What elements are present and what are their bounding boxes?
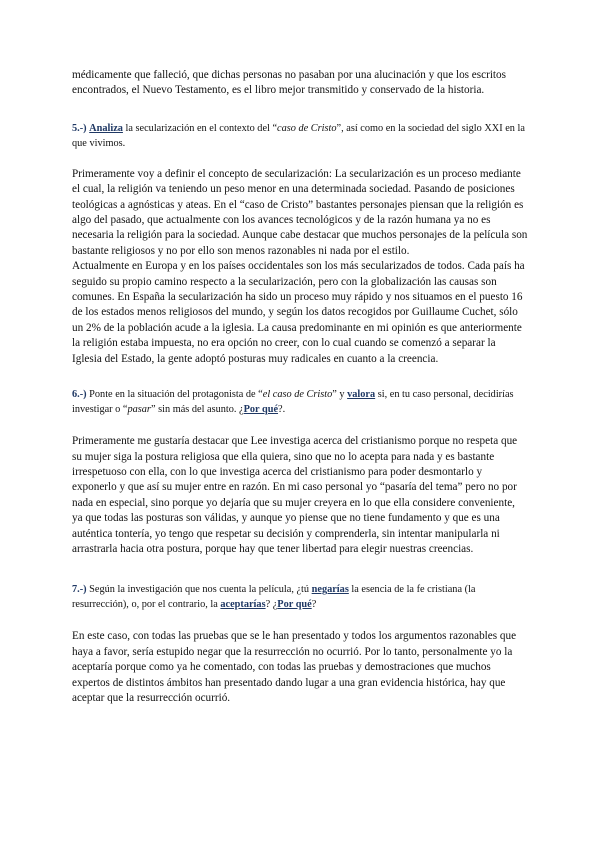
answer-5-paragraph-1: Primeramente voy a definir el concepto de secularización: La secularización es un proceso mediante el cual, la religión va teniendo un peso menor en una determinada sociedad. Pasando de posiciones teológicas a agnósticas y ateas. En el “caso de Cristo” bastantes personajes piensan que la religión es algo del pasado, que actualmente con los avances tecnológicos y de la razón humana ya no es necesaria la religión para la sociedad. Aunque cabe destacar que muchos personajes de la película son bastante religiosos y no por ello son menos razonables ni nada por el estilo. bbox=[72, 167, 528, 257]
question-7-text-1: Según la investigación que nos cuenta la película, ¿tú bbox=[86, 584, 312, 596]
question-7-text-3: ? ¿ bbox=[265, 599, 278, 611]
question-6-text-4: ” sin más del asunto. ¿ bbox=[150, 404, 244, 416]
question-6-italic-caso: el caso de Cristo bbox=[262, 389, 333, 401]
question-5-italic-caso: caso de Cristo bbox=[277, 122, 337, 134]
question-5-text-2: ”, así como en la sociedad del siglo XXI en la que vivimos. bbox=[72, 122, 525, 149]
question-5-number: 5.-) bbox=[72, 122, 87, 134]
question-6-keyword-porque: Por qué bbox=[243, 404, 279, 416]
question-7 bbox=[72, 582, 528, 612]
question-7-number: 7.-) bbox=[72, 584, 87, 596]
question-6-text-2: ” y bbox=[332, 389, 348, 401]
question-6-text-1: Ponte en la situación del protagonista de “ bbox=[86, 389, 263, 401]
question-5 bbox=[72, 121, 528, 151]
question-7-text-2: la esencia de la fe cristiana (la resurrección), o, por el contrario, la bbox=[72, 584, 476, 611]
answer-6-paragraph: Primeramente me gustaría destacar que Lee investiga acerca del cristianismo porque no respeta que su mujer siga la postura religiosa que ella quiera, sino que no lo acepta para nada y es bastante irrespetuoso con ella, con lo que investiga acerca del cristianismo para poder desmontarlo y exponerlo y que así su mujer entre en razón. En mi caso personal yo “pasaría del tema” pero no por nada en especial, sino porque yo dejaría que su mujer creyera en lo que ella considere conveniente, ya que todas las posturas son válidas, y aunque yo piense que no tiene fundamento y que es una auténtica tontería, yo tengo que respetar su decisión y comprenderla, sin intentar manipularla ni arrastrarla hacia otra postura, porque hay que tener libertad para elegir nuestras creencias. bbox=[72, 435, 518, 555]
question-6-number: 6.-) bbox=[72, 389, 87, 401]
question-6-text-3: si, en tu caso personal, decidirías investigar o “ bbox=[72, 389, 514, 416]
question-6-keyword-valora: valora bbox=[347, 389, 376, 401]
question-5-keyword-analiza: Analiza bbox=[89, 122, 123, 134]
question-6-italic-pasar: pasar bbox=[127, 404, 151, 416]
question-6 bbox=[72, 387, 528, 417]
answer-7-paragraph: En este caso, con todas las pruebas que se le han presentado y todos los argumentos razonables que haya a favor, sería estupido negar que la resurrección no ocurrió. Por lo tanto, personalmente yo la aceptaría porque como ya he comentado, con todas las pruebas y demostraciones que muchos expertos de distintos ámbitos han presentado dando lugar a una gran evidencia histórica, hay que aceptar que la resurrección ocurrió. bbox=[72, 630, 517, 704]
answer-5-paragraph-2: Actualmente en Europa y en los países occidentales son los más secularizados de todos. Cada país ha seguido su propio camino respecto a la secularización, pero con la globalización las causas son comunes. En España la secularización ha sido un proceso muy rápido y nos situamos en el puesto 16 de los estados menos religiosos del mundo, y según los datos recogidos por Guillaume Cuchet, sólo un 2% de la población acude a la iglesia. La causa predominante en mi opinión es que anteriormente la religión estaba impuesta, no era opción no creer, con lo cual cuando se comenzó a separar la Iglesia del Estado, la gente adoptó posturas muy radicales en cuanto a la creencia. bbox=[72, 260, 525, 365]
document-page bbox=[72, 68, 528, 706]
question-7-keyword-aceptarias: aceptarías bbox=[220, 599, 266, 611]
question-7-text-4: ? bbox=[311, 599, 317, 611]
question-7-keyword-negarias: negarías bbox=[311, 584, 349, 596]
question-6-text-5: ?. bbox=[278, 404, 286, 416]
question-7-keyword-porque: Por qué bbox=[277, 599, 312, 611]
intro-paragraph: médicamente que falleció, que dichas personas no pasaban por una alucinación y que los escritos encontrados, el Nuevo Testamento, es el libro mejor transmitido y conservado de la historia. bbox=[72, 69, 506, 97]
question-5-text-1: la secularización en el contexto del “ bbox=[122, 122, 278, 134]
